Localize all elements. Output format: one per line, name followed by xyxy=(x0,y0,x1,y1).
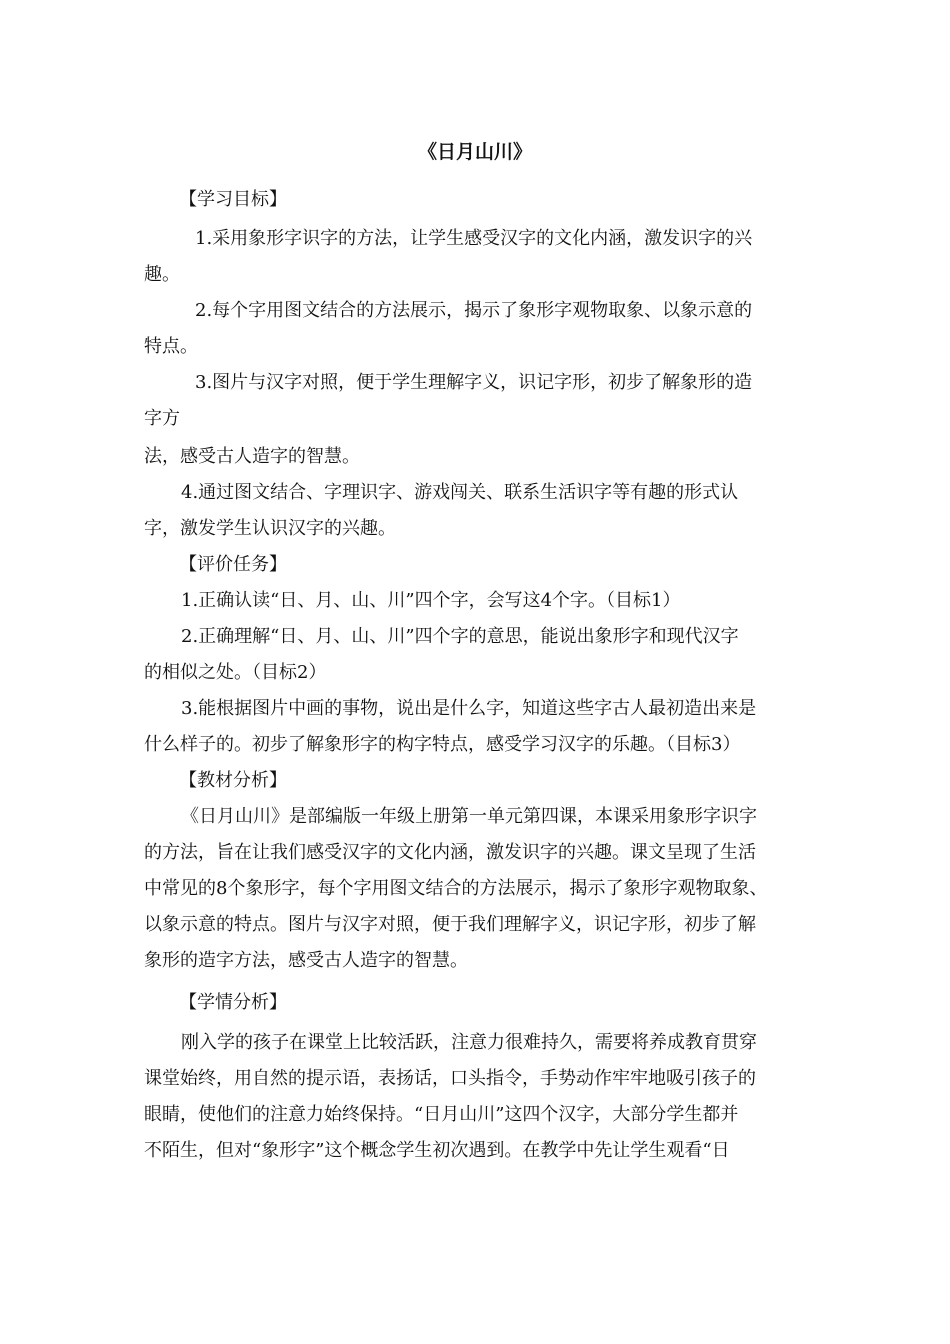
paragraph-line: 字，激发学生认识汉字的兴趣。 xyxy=(144,518,396,539)
paragraph-line: 什么样子的。初步了解象形字的构字特点，感受学习汉字的乐趣。（目标3） xyxy=(144,734,741,755)
paragraph-line: 1.采用象形字识字的方法，让学生感受汉字的文化内涵，激发识字的兴 xyxy=(195,228,753,249)
paragraph-line: 《日月山川》是部编版一年级上册第一单元第四课，本课采用象形字识字 xyxy=(181,806,757,827)
paragraph-line: 3.图片与汉字对照，便于学生理解字义，识记字形，初步了解象形的造 xyxy=(195,372,753,393)
paragraph-line: 以象示意的特点。图片与汉字对照，便于我们理解字义，识记字形，初步了解 xyxy=(144,914,756,935)
paragraph-line: 趣。 xyxy=(144,264,180,285)
section-heading-textbook-analysis: 【教材分析】 xyxy=(179,770,287,791)
paragraph-line: 4.通过图文结合、字理识字、游戏闯关、联系生活识字等有趣的形式认 xyxy=(181,482,739,503)
paragraph-line: 的方法，旨在让我们感受汉字的文化内涵，激发识字的兴趣。课文呈现了生活 xyxy=(144,842,756,863)
paragraph-line: 3.能根据图片中画的事物，说出是什么字，知道这些字古人最初造出来是 xyxy=(181,698,757,719)
section-heading-assessment-tasks: 【评价任务】 xyxy=(179,554,287,575)
paragraph-line: 刚入学的孩子在课堂上比较活跃，注意力很难持久，需要将养成教育贯穿 xyxy=(181,1032,757,1053)
paragraph-line: 课堂始终，用自然的提示语，表扬话，口头指令，手势动作牢牢地吸引孩子的 xyxy=(144,1068,756,1089)
section-heading-learning-goals: 【学习目标】 xyxy=(179,189,287,210)
paragraph-line: 2.正确理解“日、月、山、川”四个字的意思，能说出象形字和现代汉字 xyxy=(181,626,739,647)
paragraph-line: 象形的造字方法，感受古人造字的智慧。 xyxy=(144,950,468,971)
paragraph-line: 中常见的8个象形字，每个字用图文结合的方法展示，揭示了象形字观物取象、 xyxy=(144,878,768,899)
section-heading-learner-analysis: 【学情分析】 xyxy=(179,992,287,1013)
paragraph-line: 1.正确认读“日、月、山、川”四个字，会写这4个字。（目标1） xyxy=(181,590,681,611)
paragraph-line: 字方 xyxy=(144,408,180,429)
paragraph-line: 法，感受古人造字的智慧。 xyxy=(144,446,360,467)
paragraph-line: 不陌生，但对“象形字”这个概念学生初次遇到。在教学中先让学生观看“日 xyxy=(144,1140,730,1161)
paragraph-line: 的相似之处。（目标2） xyxy=(144,662,327,683)
paragraph-line: 眼睛，使他们的注意力始终保持。“日月山川”这四个汉字，大部分学生都并 xyxy=(144,1104,739,1125)
paragraph-line: 特点。 xyxy=(144,336,198,357)
paragraph-line: 2.每个字用图文结合的方法展示，揭示了象形字观物取象、以象示意的 xyxy=(195,300,753,321)
document-title: 《日月山川》 xyxy=(417,141,532,163)
